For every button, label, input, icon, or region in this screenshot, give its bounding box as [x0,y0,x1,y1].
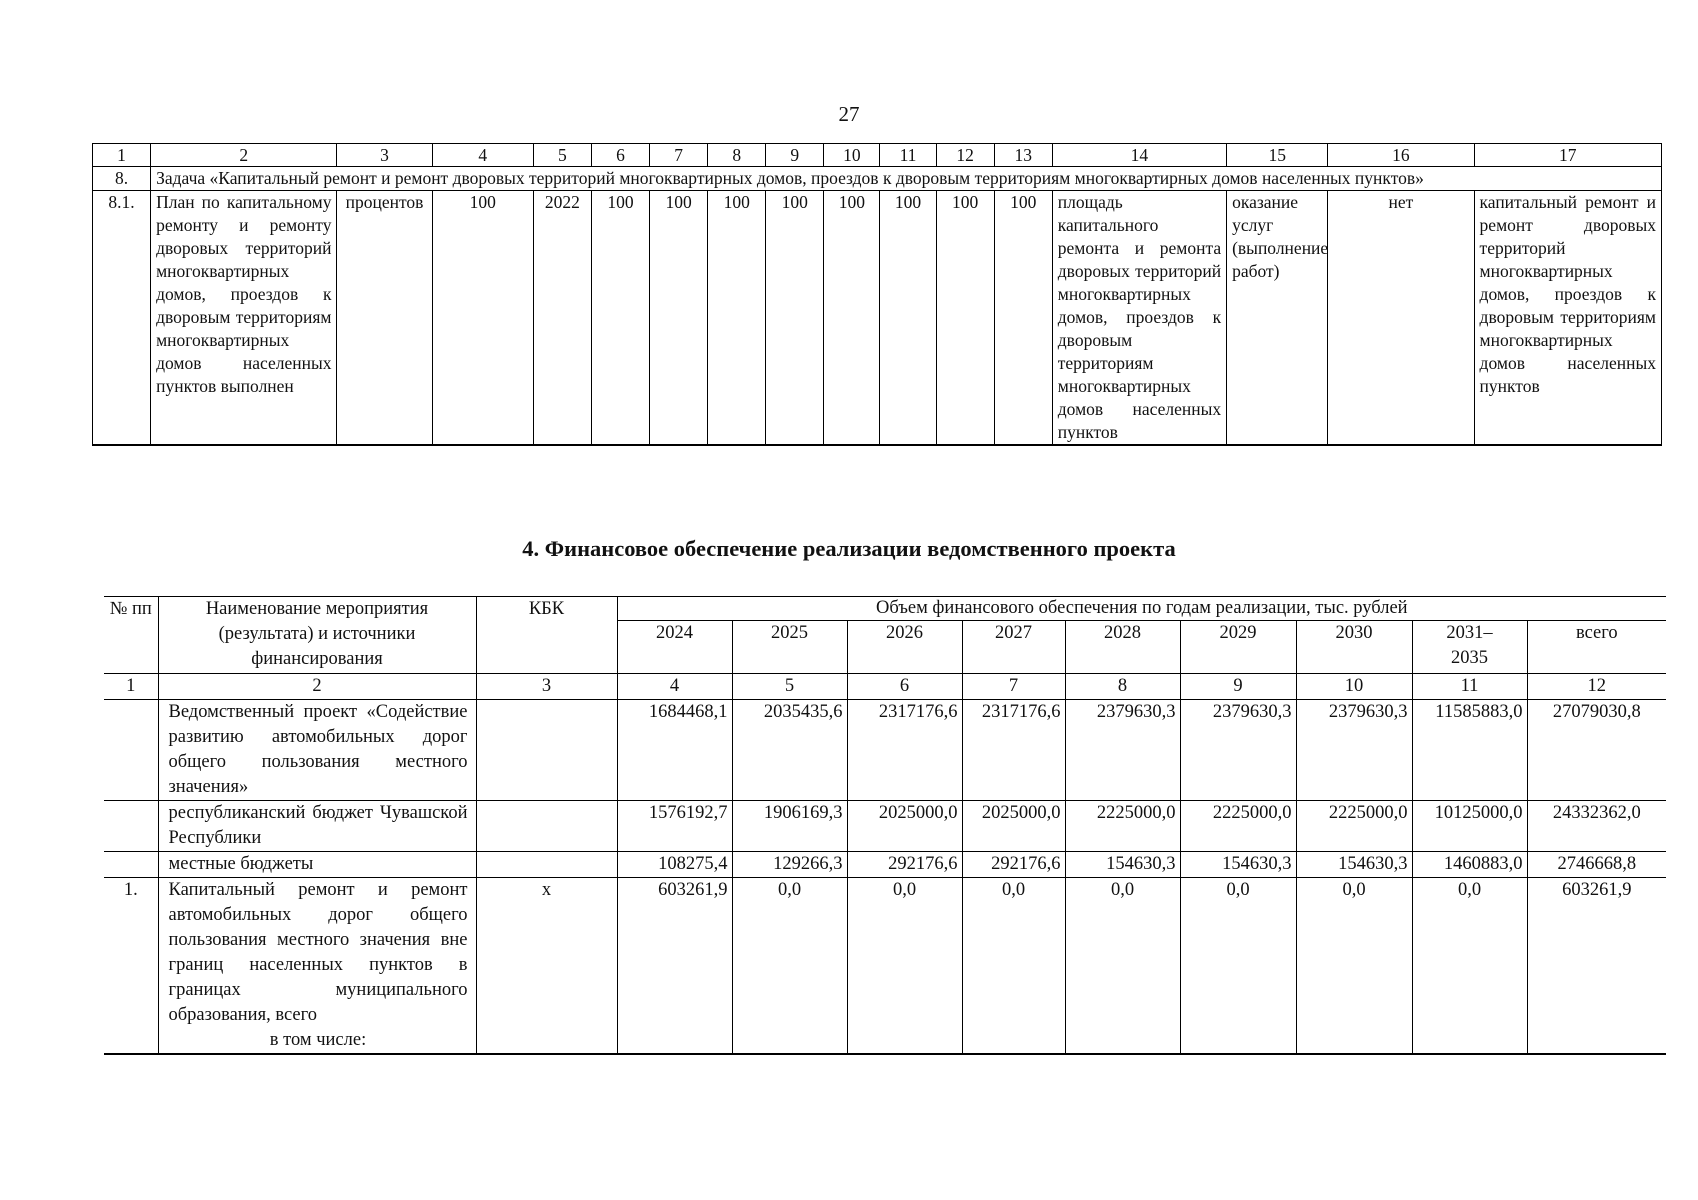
cell-value: 2025000,0 [962,801,1065,852]
row-name-cell [158,878,476,1055]
col-num: 9 [1180,674,1296,700]
cell-value: 2225000,0 [1180,801,1296,852]
col-num: 16 [1328,144,1474,167]
row-kbk [476,852,617,878]
col-num: 2 [158,674,476,700]
col-num: 12 [936,144,994,167]
cell-value: 2317176,6 [847,700,962,801]
col-num: 14 [1052,144,1226,167]
header-kbk: КБК [476,597,617,674]
header-group: Объем финансового обеспечения по годам реализации, тыс. рублей [617,597,1666,621]
page-number: 27 [838,102,860,126]
header-year: 2027 [962,621,1065,674]
row-name: Ведомственный проект «Содействие развитию автомобильных дорог общего пользования местного значения» [158,700,476,801]
col-num: 2 [151,144,337,167]
cell-value: 154630,3 [1180,852,1296,878]
indicators-table [92,143,1662,446]
col-num: 7 [650,144,708,167]
cell-value: 0,0 [1412,878,1527,1055]
cell-value: 100 [824,191,880,446]
row-subheading: в том числе: [269,1030,367,1050]
cell-total: 2746668,8 [1527,852,1666,878]
task-title: Задача «Капитальный ремонт и ремонт дворовых территорий многоквартирных домов, проездов к дворовым территориям многоквартирных домов населенных пунктов» [151,167,1662,191]
col-num: 6 [591,144,649,167]
cell-value: 154630,3 [1296,852,1412,878]
table-row [104,801,1666,852]
cell-value: 100 [708,191,766,446]
indicator-flag: нет [1328,191,1474,446]
cell-value: 100 [936,191,994,446]
cell-value: 100 [994,191,1052,446]
header-year: 2029 [1180,621,1296,674]
col-num: 8 [708,144,766,167]
col-num: 17 [1474,144,1661,167]
indicator-type: оказание услуг (выполнение работ) [1227,191,1328,446]
header-year: 2025 [732,621,847,674]
col-num: 15 [1227,144,1328,167]
cell-value: 100 [650,191,708,446]
header-year: 2024 [617,621,732,674]
table-row [104,700,1666,801]
col-num: 12 [1527,674,1666,700]
cell-total: 27079030,8 [1527,700,1666,801]
cell-value: 0,0 [1180,878,1296,1055]
cell-value: 2379630,3 [1180,700,1296,801]
column-number-row [104,674,1666,700]
cell-total: 24332362,0 [1527,801,1666,852]
header-year: 2026 [847,621,962,674]
col-num: 9 [766,144,824,167]
header-num: № пп [104,597,158,674]
cell-value: 0,0 [732,878,847,1055]
cell-value: 2025000,0 [847,801,962,852]
cell-value: 2379630,3 [1296,700,1412,801]
cell-value: 0,0 [847,878,962,1055]
cell-value: 2035435,6 [732,700,847,801]
col-num: 6 [847,674,962,700]
indicator-name: План по капитальному ремонту и ремонту дворовых территорий многоквартирных домов, проездов к дворовым территориям многоквартирных домов населенных пунктов выполнен [151,191,337,446]
col-num: 7 [962,674,1065,700]
col-num: 5 [533,144,591,167]
col-num: 13 [994,144,1052,167]
task-row [93,167,1662,191]
row-name: Капитальный ремонт и ремонт автомобильных дорог общего пользования местного значения вне границ населенных пунктов в границах муниципального образования, всего [168,880,468,1025]
cell-value: 1460883,0 [1412,852,1527,878]
cell-total: 603261,9 [1527,878,1666,1055]
table-row [93,191,1662,446]
task-number: 8. [93,167,151,191]
cell-value: 2379630,3 [1065,700,1180,801]
row-number [104,852,158,878]
row-kbk [476,801,617,852]
col-num: 4 [432,144,533,167]
cell-value: 129266,3 [732,852,847,878]
header-year: 2030 [1296,621,1412,674]
col-num: 8 [1065,674,1180,700]
cell-value: 2225000,0 [1065,801,1180,852]
header-year: всего [1527,621,1666,674]
row-number: 1. [104,878,158,1055]
row-number: 8.1. [93,191,151,446]
cell-value: 100 [591,191,649,446]
financing-table [104,596,1666,1055]
col-num: 10 [1296,674,1412,700]
cell-value: 11585883,0 [1412,700,1527,801]
header-year: 2031– 2035 [1412,621,1527,674]
table-row [104,852,1666,878]
cell-value: 2225000,0 [1296,801,1412,852]
cell-value: 108275,4 [617,852,732,878]
table-row [104,878,1666,1055]
row-name: местные бюджеты [158,852,476,878]
cell-value: 1576192,7 [617,801,732,852]
indicator-result: капитальный ремонт и ремонт дворовых территорий многоквартирных домов, проездов к дворовым территориям многоквартирных домов населенных пунктов [1474,191,1661,446]
row-kbk: x [476,878,617,1055]
cell-value: 0,0 [1065,878,1180,1055]
col-num: 1 [93,144,151,167]
cell-value: 2317176,6 [962,700,1065,801]
cell-value: 154630,3 [1065,852,1180,878]
header-name: Наименование мероприятия (результата) и источники финансирования [158,597,476,674]
col-num: 11 [880,144,936,167]
cell-value: 292176,6 [847,852,962,878]
col-num: 3 [337,144,432,167]
col-num: 1 [104,674,158,700]
col-num: 4 [617,674,732,700]
row-kbk [476,700,617,801]
cell-value: 603261,9 [617,878,732,1055]
cell-value: 10125000,0 [1412,801,1527,852]
row-number [104,801,158,852]
row-number [104,700,158,801]
cell-value: 1906169,3 [732,801,847,852]
header-year: 2028 [1065,621,1180,674]
column-number-row [93,144,1662,167]
col-num: 10 [824,144,880,167]
section-title: 4. Финансовое обеспечение реализации ведомственного проекта [522,536,1176,561]
col-num: 11 [1412,674,1527,700]
col-num: 5 [732,674,847,700]
cell-value: 1684468,1 [617,700,732,801]
cell-value: 0,0 [1296,878,1412,1055]
row-name: республиканский бюджет Чувашской Республики [158,801,476,852]
col-num: 3 [476,674,617,700]
indicator-description: площадь капитального ремонта и ремонта дворовых территорий многоквартирных домов, проездов к дворовым территориям многоквартирных домов населенных пунктов [1052,191,1226,446]
header-row [104,597,1666,621]
cell-value: 100 [880,191,936,446]
cell-value: 100 [766,191,824,446]
cell-value: 100 [432,191,533,446]
cell-value: 0,0 [962,878,1065,1055]
unit-of-measure: процентов [337,191,432,446]
cell-value: 2022 [533,191,591,446]
cell-value: 292176,6 [962,852,1065,878]
